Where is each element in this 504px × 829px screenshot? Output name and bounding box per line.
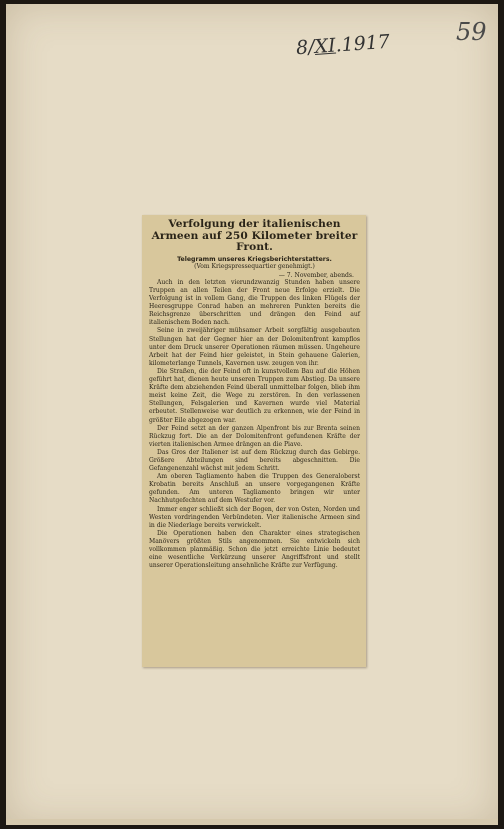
handwritten-date-day: 8/: [295, 36, 316, 60]
clipping-paragraph: Immer enger schließt sich der Bogen, der von Osten, Norden und Westen vordringenden Verbündeten. Vier italienische Armeen sind in die Niederlage bereits verwickelt.: [149, 505, 360, 529]
clipping-dateline: — 7. November, abends.: [278, 271, 354, 279]
clipping-headline: Verfolgung der italienischen Armeen auf 250 Kilometer breiter Front.: [151, 218, 358, 253]
archive-sheet: [6, 4, 498, 825]
handwritten-date: [295, 31, 390, 60]
clipping-paragraph: Die Operationen haben den Charakter eines strategischen Manövers größten Stils angenommen. Sie entwickeln sich vollkommen planmäßig. Schon die jetzt erreichte Linie bedeutet eine wesentliche Verkürzung unserer Angriffsfront und stellt unserer Operationsleitung ansehnliche Kräfte zur Verfügung.: [149, 529, 360, 570]
clipping-subhead: Telegramm unseres Kriegsberichterstatters.: [177, 255, 332, 263]
newspaper-clipping: [142, 215, 366, 667]
clipping-paragraph: Seine in zweijähriger mühsamer Arbeit sorgfältig ausgebauten Stellungen hat der Gegner hier an der Dolomitenfront kampflos unter dem Druck unserer Operationen räumen müssen. Ungeheure Arbeit hat der Feind hier geleistet, in Stein gehauene Galerien, kilometerlange Tunnels, Kavernen usw. zeugen von ihr.: [149, 327, 360, 367]
clipping-paragraph: Auch in den letzten vierundzwanzig Stunden haben unsere Truppen an allen Teilen der Front neue Erfolge erzielt. Die Verfolgung ist in vollem Gang, die Truppen des linken Flügels der Heeresgruppe Conrad haben an mehreren Punkten bereits die Reichsgrenze überschritten und drängen den Feind auf italienischem Boden nach.: [149, 278, 360, 327]
handwritten-date-year: .1917: [334, 30, 391, 57]
handwritten-page-number: 59: [456, 18, 487, 46]
clipping-paragraph: Das Gros der Italiener ist auf dem Rückzug durch das Gebirge. Größere Abteilungen sind bereits abgeschnitten. Die Gefangenenzahl wächst mit jedem Schritt.: [149, 448, 360, 473]
handwritten-date-month: XI: [313, 34, 337, 58]
clipping-paragraph: Die Straßen, die der Feind oft in kunstvollem Bau auf die Höhen geführt hat, dienen heute unseren Truppen zum Abstieg. Da unsere Kräfte dem abziehenden Feind überall unmittelbar folgen, blieb ihm meist keine Zeit, die Wege zu zerstören. In den verlassenen Stellungen, Felsgalerien und Kavernen wurde viel Material erbeutet. Stellenweise war deutlich zu erkennen, wie der Feind in größter Eile abgezogen war.: [149, 367, 360, 424]
clipping-paragraph: Der Feind setzt an der ganzen Alpenfront bis zur Brenta seinen Rückzug fort. Die an der Dolomitenfront gefundenen Kräfte der vierten italienischen Armee drängen an die Piave.: [149, 424, 360, 448]
sheet-bottom-edge: [6, 819, 498, 825]
clipping-paragraph: Am oberen Tagliamento haben die Truppen des Generaloberst Krobatin bereits Anschluß an unsere vorgegangenen Kräfte gefunden. Am unteren Tagliamento bringen wir unter Nachhutgefechten auf dem Westufer vor.: [149, 473, 360, 505]
clipping-censor-note: (Vom Kriegspressequartier genehmigt.): [194, 263, 315, 270]
faint-stamp: [206, 16, 336, 34]
